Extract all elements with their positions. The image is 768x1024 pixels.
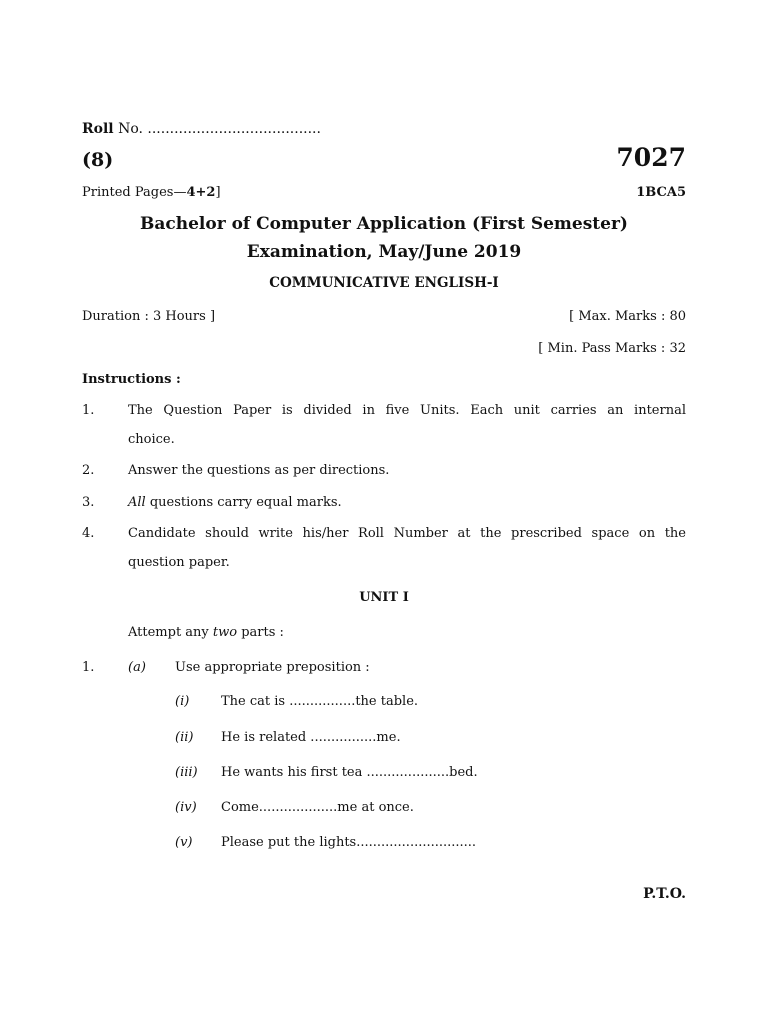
course-code: 1BCA5 <box>636 185 686 200</box>
instruction-text: The Question Paper is divided in five Units. Each unit carries an internal <box>128 403 686 418</box>
question-prompt: Use appropriate preposition : <box>175 660 370 675</box>
paper-number: 7027 <box>616 143 686 172</box>
sub-item-label: (iii) <box>175 765 198 780</box>
subject-title: COMMUNICATIVE ENGLISH-I <box>269 275 499 291</box>
roll-number-line <box>82 121 321 137</box>
attempt-text: Attempt any <box>128 625 213 640</box>
sub-item-text: Please put the lights............................. <box>221 835 477 850</box>
attempt-count: two <box>212 625 238 640</box>
instruction-number: 4. <box>82 526 95 541</box>
sub-item-text: He is related ................me. <box>221 730 401 745</box>
sub-item-label: (v) <box>175 835 193 850</box>
instruction-number: 2. <box>82 463 95 478</box>
instructions-heading: Instructions : <box>82 372 181 387</box>
instruction-emphasis: All <box>128 495 146 510</box>
sub-item-text: Come...................me at once. <box>221 800 414 815</box>
question-part-label: (a) <box>128 660 146 675</box>
sub-item-label: (iv) <box>175 800 197 815</box>
exam-title-line2: Examination, May/June 2019 <box>246 242 522 262</box>
roll-number-blank: No. ....................................... <box>118 121 321 137</box>
please-turn-over: P.T.O. <box>643 886 686 902</box>
instruction-text-rest: questions carry equal marks. <box>149 495 342 510</box>
instruction-number: 3. <box>82 495 95 510</box>
exam-title-line1: Bachelor of Computer Application (First Semester) <box>140 214 628 234</box>
instruction-text <box>128 495 342 510</box>
printed-pages-bracket: ] <box>215 185 221 200</box>
sub-item-text: He wants his first tea ....................bed. <box>221 765 478 780</box>
instruction-text-cont: question paper. <box>128 555 230 570</box>
instruction-text-cont: choice. <box>128 432 175 447</box>
unit-heading: UNIT I <box>359 590 409 605</box>
attempt-text-end: parts : <box>237 625 284 640</box>
printed-pages <box>82 185 221 200</box>
printed-pages-value: 4+2 <box>186 185 216 200</box>
duration: Duration : 3 Hours ] <box>82 309 216 324</box>
roll-label: Roll <box>82 121 114 137</box>
sub-item-text: The cat is ................the table. <box>221 694 419 709</box>
instruction-text: Answer the questions as per directions. <box>128 463 390 478</box>
sub-item-label: (ii) <box>175 730 194 745</box>
max-marks: [ Max. Marks : 80 <box>569 309 686 324</box>
instruction-number: 1. <box>82 403 95 418</box>
instruction-text: Candidate should write his/her Roll Number at the prescribed space on the <box>128 526 686 541</box>
min-pass-marks: [ Min. Pass Marks : 32 <box>538 341 686 356</box>
unit-directions <box>128 625 284 640</box>
printed-pages-label: Printed Pages— <box>82 185 187 200</box>
question-number: 1. <box>82 660 95 675</box>
pages-code: (8) <box>82 149 114 171</box>
sub-item-label: (i) <box>175 694 190 709</box>
